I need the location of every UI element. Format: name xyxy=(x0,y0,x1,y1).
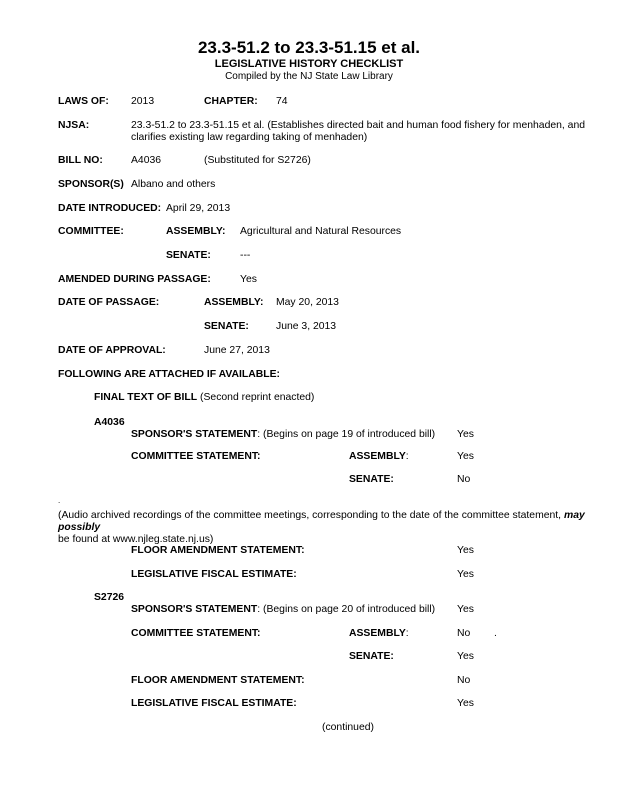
audio-note-pre: (Audio archived recordings of the committee meetings, corresponding to the date of the committee statement, xyxy=(58,510,564,521)
s2726-sponsor-statement-note: : (Begins on page 20 of introduced bill) xyxy=(257,604,436,615)
a4036-sponsor-statement-label: SPONSOR'S STATEMENT xyxy=(131,429,258,440)
s2726-sponsor-statement-value: Yes xyxy=(457,604,474,615)
a4036-sponsor-statement xyxy=(131,429,435,441)
s2726-floor-label: FLOOR AMENDMENT STATEMENT: xyxy=(131,675,305,686)
page-title: 23.3-51.2 to 23.3-51.15 et al. xyxy=(197,38,421,57)
a4036-floor-value: Yes xyxy=(457,545,474,556)
s2726-committee-assembly-label: ASSEMBLY xyxy=(349,628,406,639)
amended-value: Yes xyxy=(240,274,257,285)
s2726-floor-value: No xyxy=(457,675,471,686)
s2726-committee-assembly xyxy=(349,628,409,640)
chapter-value: 74 xyxy=(276,96,288,107)
laws-of-value: 2013 xyxy=(131,96,155,107)
continued-note: (continued) xyxy=(322,722,374,733)
s2726-fiscal-label: LEGISLATIVE FISCAL ESTIMATE: xyxy=(131,698,297,709)
date-introduced-label: DATE INTRODUCED: xyxy=(58,203,162,214)
passage-assembly-value: May 20, 2013 xyxy=(276,297,339,308)
a4036-committee-assembly-label: ASSEMBLY xyxy=(349,451,406,462)
committee-assembly-value: Agricultural and Natural Resources xyxy=(240,226,402,237)
amended-label: AMENDED DURING PASSAGE: xyxy=(58,274,211,285)
s2726-committee-senate-value: Yes xyxy=(457,651,474,662)
a4036-stray-dot: . xyxy=(58,496,61,505)
a4036-fiscal-value: Yes xyxy=(457,569,474,580)
a4036-sponsor-statement-value: Yes xyxy=(457,429,474,440)
passage-senate-label: SENATE: xyxy=(204,321,249,332)
page-subtitle: LEGISLATIVE HISTORY CHECKLIST xyxy=(214,58,404,70)
s2726-committee-senate-label: SENATE: xyxy=(349,651,394,662)
compiled-by: Compiled by the NJ State Law Library xyxy=(225,71,393,82)
a4036-committee-assembly-value: Yes xyxy=(457,451,474,462)
final-text-line xyxy=(94,392,314,404)
sponsor-label: SPONSOR(S) xyxy=(58,179,124,190)
date-of-passage-label: DATE OF PASSAGE: xyxy=(58,297,160,308)
committee-label: COMMITTEE: xyxy=(58,226,124,237)
passage-senate-value: June 3, 2013 xyxy=(276,321,337,332)
committee-senate-label: SENATE: xyxy=(166,250,211,261)
a4036-sponsor-statement-note: : (Begins on page 19 of introduced bill) xyxy=(257,429,436,440)
audio-note-post: be found at www.njleg.state.nj.us) xyxy=(58,534,214,545)
a4036-committee-senate-label: SENATE: xyxy=(349,474,394,485)
committee-assembly-label: ASSEMBLY: xyxy=(166,226,226,237)
a4036-committee-assembly xyxy=(349,451,409,463)
s2726-committee-assembly-colon: : xyxy=(405,628,409,639)
committee-senate-value: --- xyxy=(240,250,251,261)
audio-note-emphasis: may possibly xyxy=(58,510,585,533)
passage-assembly-label: ASSEMBLY: xyxy=(204,297,264,308)
a4036-floor-label: FLOOR AMENDMENT STATEMENT: xyxy=(131,545,305,556)
a4036-committee-statement-label: COMMITTEE STATEMENT: xyxy=(131,451,261,462)
audio-archive-note xyxy=(58,510,608,546)
s2726-fiscal-value: Yes xyxy=(457,698,474,709)
s2726-committee-assembly-value: No xyxy=(457,628,471,639)
s2726-committee-statement-label: COMMITTEE STATEMENT: xyxy=(131,628,261,639)
final-text-label: FINAL TEXT OF BILL xyxy=(94,392,198,403)
bill-no-value: A4036 xyxy=(131,155,162,166)
bill-no-label: BILL NO: xyxy=(58,155,103,166)
chapter-label: CHAPTER: xyxy=(204,96,258,107)
sponsor-value: Albano and others xyxy=(131,179,216,190)
s2726-sponsor-statement-label: SPONSOR'S STATEMENT xyxy=(131,604,258,615)
s2726-sponsor-statement xyxy=(131,604,435,616)
s2726-stray-dot: . xyxy=(494,628,497,639)
a4036-heading: A4036 xyxy=(94,417,125,428)
bill-no-note: (Substituted for S2726) xyxy=(204,155,311,166)
njsa-label: NJSA: xyxy=(58,120,90,131)
date-introduced-value: April 29, 2013 xyxy=(166,203,231,214)
final-text-note: (Second reprint enacted) xyxy=(200,392,315,403)
a4036-fiscal-label: LEGISLATIVE FISCAL ESTIMATE: xyxy=(131,569,297,580)
laws-of-label: LAWS OF: xyxy=(58,96,109,107)
a4036-committee-assembly-colon: : xyxy=(405,451,409,462)
date-of-approval-value: June 27, 2013 xyxy=(204,345,270,356)
attached-heading: FOLLOWING ARE ATTACHED IF AVAILABLE: xyxy=(58,369,281,380)
njsa-value: 23.3-51.2 to 23.3-51.15 et al. (Establishes directed bait and human food fishery for menhaden, and clarifies existing law regarding taking of menhaden) xyxy=(131,120,586,143)
s2726-heading: S2726 xyxy=(94,592,125,603)
a4036-committee-senate-value: No xyxy=(457,474,471,485)
date-of-approval-label: DATE OF APPROVAL: xyxy=(58,345,166,356)
